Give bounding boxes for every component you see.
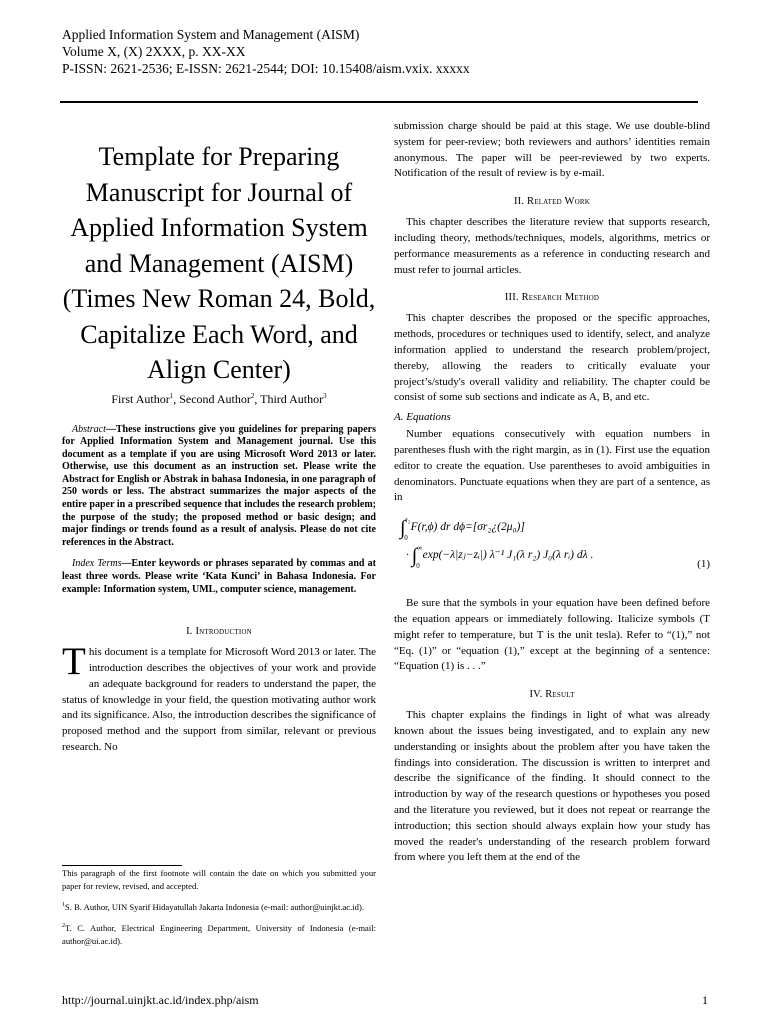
journal-header <box>62 26 470 77</box>
journal-volume: Volume X, (X) 2XXX, p. XX-XX <box>62 44 246 59</box>
journal-name: Applied Information System and Management (AISM) <box>62 27 360 42</box>
equation-expression-2: exp(−λ|zⱼ−zᵢ|) λ⁻¹ J₁(λ r₂) J₀(λ rᵢ) dλ . <box>422 549 594 562</box>
footnote-rule <box>62 865 182 866</box>
equation-line-2 <box>406 544 593 570</box>
integral-upper-limit: r₂ <box>405 516 411 525</box>
footnote-dates: This paragraph of the first footnote will contain the date on which you submitted your paper for review, revised, and accepted. <box>62 868 376 891</box>
paper-title: Template for Preparing Manuscript for Journal of Applied Information System and Management (AISM) (Times New Roman 24, Bold, Capitalize Each Word, and Align Center) <box>62 142 376 384</box>
index-terms-label: Index Terms <box>72 558 122 570</box>
footnote-author-2: $^2$T. C. Author, Electrical Engineering Department, University of Indonesia (e-mail: author@ui.ac.id). <box>62 922 376 946</box>
integral-sign: ∫ <box>400 517 406 540</box>
abstract-label: Abstract <box>72 423 106 435</box>
page-number: 1 <box>702 993 708 1007</box>
index-terms-dash: — <box>121 558 132 570</box>
section-heading-related-work: II. Related Work <box>513 196 590 208</box>
index-terms <box>62 558 376 596</box>
symbols-paragraph: Be sure that the symbols in your equation have been defined before the equation appears or immediately following. Italicize symbols (T might refer to temperature, but T is the unit tesla). Refer to “(1),” not “Eq. (1)” or “equation (1),” except at the beginning of a sentence: “Equation (1) is . . .” <box>394 597 710 673</box>
equation-dot: · <box>406 549 409 562</box>
result-paragraph: This chapter explains the findings in light of what was already known about the issues being investigated, and to explain any new understanding or insights about the problem after you have taken the findings into consideration. The discussion is written to interpret and describe the significance of the finding. It should connect to the introduction by way of the research questions or hypotheses you posed and the literature you reviewed, but it does not repeat or rearrange the introduction; this section should always explain how your study has moved the reader's understanding of the research problem forward from where you left them at the end of the <box>394 709 710 864</box>
introduction-paragraph <box>62 640 376 756</box>
section-heading-introduction: I. Introduction <box>186 626 252 638</box>
equation-line-1 <box>400 516 525 542</box>
author-list <box>62 392 376 407</box>
abstract-text: These instructions give you guidelines for preparing papers for Applied Information System and Management journal. Use this document as a template if you are using Microsoft Word 2013 or later. Otherwise, use this document as an instruction set. Please write the Abstract for English or Abstrak in bahasa Indonesia, in one paragraph of 250 words or less. The abstract summarizes the major aspects of the entire paper in a prescribed sequence that includes the research problem; the purpose of the study; the proposed method or basic design; and major findings or trends found as a result of analysis. Please do not cite references in the Abstract. <box>62 423 376 548</box>
abstract-dash: — <box>105 423 116 435</box>
related-work-paragraph: This chapter describes the literature review that supports research, including theory, methods/techniques, models, algorithms, metrics or performance measurements as a reference in conducting research and must refer to journal articles. <box>394 216 710 276</box>
section-heading-research-method: III. Research Method <box>504 292 600 304</box>
index-terms-text: Enter keywords or phrases separated by commas and at least three words. Please write ‘Kata Kunci’ in Bahasa Indonesia. For example: Information system, UML, computer science, management. <box>62 558 377 595</box>
drop-cap: T <box>62 640 86 684</box>
equations-paragraph: Number equations consecutively with equation numbers in parentheses flush with the right margin, as in (1). First use the equation editor to create the equation. Use parentheses to avoid ambiguities in denominators. Punctuate equations when they are part of a sentence, as in <box>394 428 710 504</box>
integral-lower-limit: 0 <box>404 534 408 543</box>
author-1: First Author <box>111 391 170 406</box>
author-3-affil: 3 <box>323 391 327 400</box>
author-1-affil: 1 <box>169 391 174 400</box>
equation-expression-1: F(r,ϕ) dr dϕ=[σr₂¿(2μ₀)] <box>410 521 525 534</box>
integral-sign: ∫ <box>411 545 418 568</box>
footnote-author-1: $^1$S. B. Author, UIN Syarif Hidayatullah Jakarta Indonesia (e-mail: author@uinjkt.ac.id). <box>62 901 364 912</box>
header-rule <box>60 101 698 103</box>
integral-upper-limit: ∞ <box>417 544 423 553</box>
author-2-affil: 2 <box>250 391 255 400</box>
right-column <box>394 119 710 866</box>
subsection-heading-equations: A. Equations <box>394 411 451 424</box>
abstract <box>62 424 376 550</box>
author-2: , Second Author <box>173 391 251 406</box>
equation-number: (1) <box>697 558 710 571</box>
integral-lower-limit: 0 <box>416 562 420 571</box>
author-3: , Third Author <box>254 391 324 406</box>
footer-url: http://journal.uinjkt.ac.id/index.php/aism <box>62 993 259 1007</box>
section-heading-result: IV. Result <box>529 689 575 701</box>
equation-block <box>394 514 710 586</box>
journal-issn-doi: P-ISSN: 2621-2536; E-ISSN: 2621-2544; DOI: 10.15408/aism.vxix. xxxxx <box>62 61 470 76</box>
paragraph-continued: submission charge should be paid at this stage. We use double-blind system for peer-review; both reviewers and authors’ identities remain anonymous. The paper will be peer-reviewed by two experts. Notification of the result of review is by e-mail. <box>394 120 710 180</box>
research-method-paragraph: This chapter describes the proposed or the specific approaches, methods, procedures or techniques used to identify, select, and analyze information applied to understand the research problem/project, thereby, allowing the readers to critically evaluate your project’s/study's overall validity and reliability. The chapter could be consist of some sub sections and indicate as A, B, and etc. <box>394 312 710 404</box>
introduction-text: his document is a template for Microsoft Word 2013 or later. The introduction describes the objectives of your work and provide an adequate background for readers to understand the paper, the status of knowledge in your field, the question motivating author work and its significance. Also, the introduction describes the significance of proposed method and the support from similar, relevant or previous research. No <box>62 646 376 753</box>
footnotes <box>62 867 376 954</box>
left-column <box>62 110 376 756</box>
